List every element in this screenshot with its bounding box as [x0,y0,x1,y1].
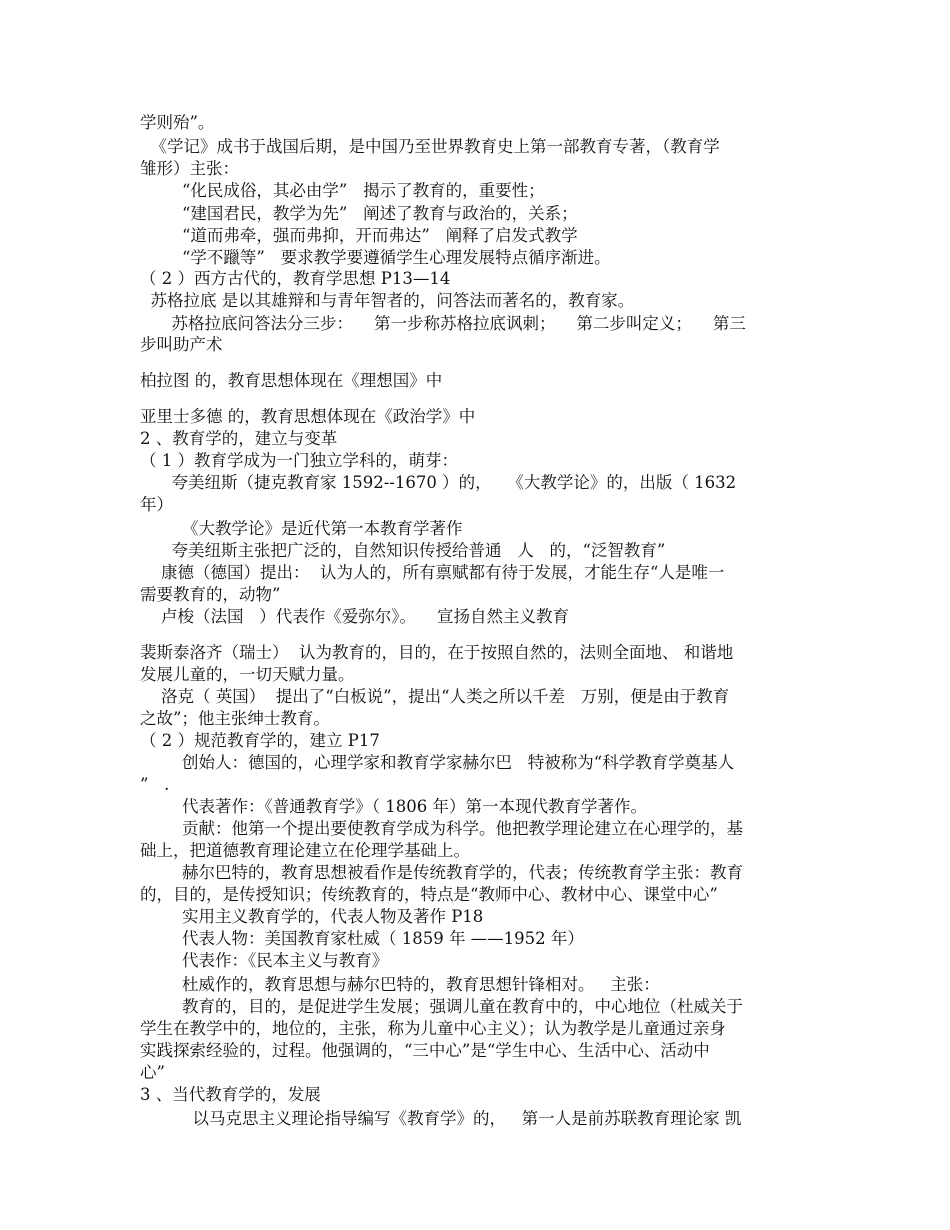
text-line: 康德（德国）提出： 认为人的，所有禀赋都有待于发展，才能生存“人是唯一 [140,563,725,582]
text-line: （ 2 ）规范教育学的，建立 P17 [140,731,380,750]
text-line: 苏格拉底问答法分三步： 第一步称苏格拉底讽刺； 第二步叫定义； 第三 [140,314,746,333]
text-line: ” . [140,775,170,794]
text-line: 卢梭（法国 ）代表作《爱弥尔》。 宣扬自然主义教育 [140,607,569,626]
text-line: 夸美纽斯（捷克教育家 1592--1670 ）的， 《大教学论》的，出版（ 1632 [140,473,737,492]
text-line: 学则殆”。 [140,113,215,132]
text-line: 苏格拉底 是以其雄辩和与青年智者的，问答法而著名的，教育家。 [140,291,635,310]
text-line: “化民成俗，其必由学” 揭示了教育的，重要性； [140,181,545,200]
text-line: 之故”；他主张绅士教育。 [140,709,330,728]
text-line: 教育的，目的，是促进学生发展；强调儿童在教育中的，中心地位（杜威关于 [140,997,743,1016]
text-line: 学生在教学中的，地位的，主张，称为儿童中心主义）；认为教学是儿童通过亲身 [140,1019,726,1038]
text-line: 的，目的，是传授知识；传统教育的，特点是“教师中心、教材中心、课堂中心” [140,885,718,904]
text-line: 亚里士多德 的，教育思想体现在《政治学》中 [140,407,476,426]
text-line: “道而弗牵，强而弗抑，开而弗达” 阐释了启发式教学 [140,226,578,245]
text-line: 代表人物：美国教育家杜威（ 1859 年 ——1952 年） [140,929,584,948]
text-line: （ 1 ）教育学成为一门独立学科的，萌芽： [140,451,458,470]
text-line: 杜威作的，教育思想与赫尔巴特的，教育思想针锋相对。 主张： [140,975,660,994]
text-line: 发展儿童的，一切天赋力量。 [140,665,355,684]
text-line: 雏形）主张： [140,159,239,178]
text-line: 代表作：《民本主义与教育》 [140,951,389,970]
text-line: 赫尔巴特的，教育思想被看作是传统教育学的，代表；传统教育学主张：教育 [140,863,743,882]
text-line: 2 、教育学的，建立与变革 [140,429,338,448]
text-line: “学不躐等” 要求教学要遵循学生心理发展特点循序渐进。 [140,248,611,267]
text-line: 实践探索经验的，过程。他强调的，“三中心”是“学生中心、生活中心、活动中 [140,1041,710,1060]
text-line: 年） [140,495,173,514]
text-line: 步叫助产术 [140,335,223,354]
text-line: 创始人：德国的，心理学家和教育学家赫尔巴 特被称为“科学教育学奠基人 [140,753,735,772]
text-line: 《大教学论》是近代第一本教育学著作 [140,519,463,538]
text-line: “建国君民，教学为先” 阐述了教育与政治的，关系； [140,204,578,223]
text-line: 代表著作：《普通教育学》（ 1806 年）第一本现代教育学著作。 [140,797,647,816]
text-line: （ 2 ）西方古代的，教育学思想 P13—14 [140,269,451,288]
text-line: 3 、当代教育学的，发展 [140,1085,321,1104]
text-line: 柏拉图 的，教育思想体现在《理想国》中 [140,371,443,390]
text-line: 以马克思主义理论指导编写《教育学》的， 第一人是前苏联教育理论家 凯 [140,1109,742,1128]
text-line: 贡献：他第一个提出要使教育学成为科学。他把教学理论建立在心理学的，基 [140,819,743,838]
text-line: 洛克（ 英国） 提出了“白板说”，提出“人类之所以千差 万别，便是由于教育 [140,687,730,706]
text-line: 心” [140,1063,165,1082]
text-line: 础上，把道德教育理论建立在伦理学基础上。 [140,841,470,860]
text-line: 《学记》成书于战国后期，是中国乃至世界教育史上第一部教育专著，（教育学 [140,137,720,156]
text-line: 夸美纽斯主张把广泛的，自然知识传授给普通 人 的，“泛智教育” [140,541,666,560]
text-line: 需要教育的，动物” [140,585,281,604]
text-line: 裴斯泰洛齐（瑞士） 认为教育的，目的，在于按照自然的，法则全面地、 和谐地 [140,643,734,662]
text-line: 实用主义教育学的，代表人物及著作 P18 [140,907,484,926]
